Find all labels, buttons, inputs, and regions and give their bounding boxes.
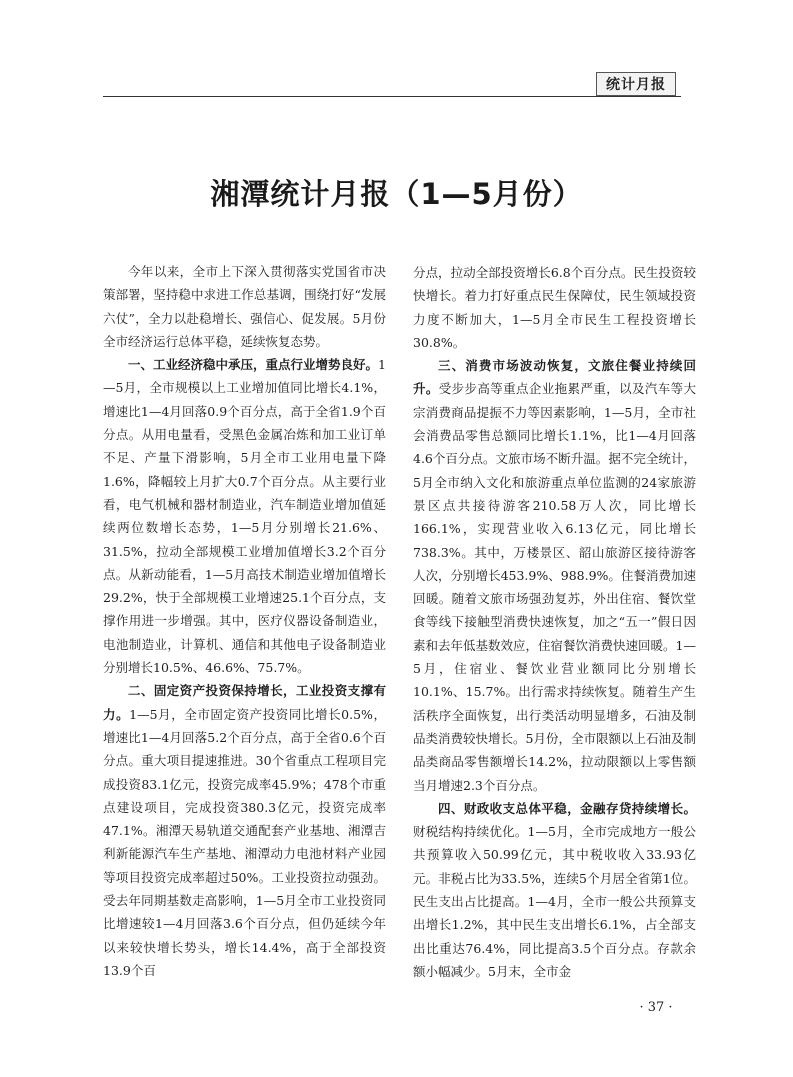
section-1-paragraph (103, 353, 386, 679)
page-number: · 37 · (639, 1000, 673, 1015)
section-4-paragraph (413, 797, 696, 983)
section-3-heading: 三、消费市场波动恢复，文旅住餐业持续回升。 (413, 358, 696, 397)
section-3-paragraph (413, 354, 696, 797)
section-4-heading: 四、财政收支总体平稳，金融存贷持续增长。 (438, 800, 696, 816)
section-1-heading: 一、工业经济稳中承压，重点行业增势良好。 (128, 357, 379, 373)
section-1-body: 1—5月，全市规模以上工业增加值同比增长4.1%，增速比1—4月回落0.9个百分点，高于全省1.9个百分点。从用电量看，受黑色金属冶炼和加工业订单不足、产量下滑影响，5月全市工业用电量下降1.6%，降幅较上月扩大0.7个百分点。从主要行业看，电气机械和器材制造业，汽车制造业增加值延续两位数增长态势，1—5月分别增长21.6%、31.5%，拉动全部规模工业增加值增长3.2个百分点。从新动能看，1—5月高技术制造业增加值增长29.2%，快于全部规模工业增速25.1个百分点，支撑作用进一步增强。其中，医疗仪器设备制造业，电池制造业，计算机、通信和其他电子设备制造业分别增长10.5%、46.6%、75.7%。 (103, 357, 386, 676)
right-column (413, 261, 696, 983)
section-3-body: 受步步高等重点企业拖累严重，以及汽车等大宗消费商品提振不力等因素影响，1—5月，全市社会消费品零售总额同比增长1.1%，比1—4月回落4.6个百分点。文旅市场不断升温。据不完全统计，5月全市纳入文化和旅游重点单位监测的24家旅游景区点共接待游客210.58万人次，同比增长166.1%，实现营业收入6.13亿元，同比增长738.3%。其中，万楼景区、韶山旅游区接待游客人次，分别增长453.9%、988.9%。住餐消费加速回暖。随着文旅市场强劲复苏，外出住宿、餐饮堂食等线下接触型消费快速恢复，加之“五一”假日因素和去年低基数效应，住宿餐饮消费快速回暖。1—5月，住宿业、餐饮业营业额同比分别增长10.1%、15.7%。出行需求持续恢复。随着生产生活秩序全面恢复，出行类活动明显增多，石油及制品类消费较快增长。5月份，全市限额以上石油及制品类商品零售额增长14.2%，拉动限额以上零售额当月增速2.3个百分点。 (413, 381, 696, 793)
section-2-paragraph (103, 679, 386, 982)
header-rule (103, 96, 681, 97)
intro-paragraph: 今年以来，全市上下深入贯彻落实党国省市决策部署，坚持稳中求进工作总基调，围绕打好“发展六仗”，全力以赴稳增长、强信心、促发展。5月份全市经济运行总体平稳，延续恢复态势。 (103, 264, 386, 349)
section-2-continuation: 分点，拉动全部投资增长6.8个百分点。民生投资较快增长。着力打好重点民生保障仗，民生领域投资力度不断加大，1—5月全市民生工程投资增长30.8%。 (413, 265, 696, 350)
article-title: 湘潭统计月报（1—5月份） (210, 177, 583, 211)
section-2-body: 1—5月，全市固定资产投资同比增长0.5%，增速比1—4月回落5.2个百分点，高于全省0.6个百分点。重大项目提速推进。30个省重点工程项目完成投资83.1亿元，投资完成率45.9%；478个市重点建设项目，完成投资380.3亿元，投资完成率47.1%。湘潭天易轨道交通配套产业基地、湘潭吉利新能源汽车生产基地、湘潭动力电池材料产业园等项目投资完成率超过50%。工业投资拉动强劲。受去年同期基数走高影响，1—5月全市工业投资同比增速较1—4月回落3.6个百分点，但仍延续今年以来较快增长势头，增长14.4%，高于全部投资13.9个百 (103, 706, 386, 978)
section-4-body: 财税结构持续优化。1—5月，全市完成地方一般公共预算收入50.99亿元，其中税收收入33.93亿元。非税占比为33.5%，连续5个月居全省第1位。民生支出占比提高。1—4月，全市一般公共预算支出增长1.2%，其中民生支出增长6.1%，占全部支出比重达76.4%，同比提高3.5个百分点。存款余额小幅减少。5月末，全市金 (413, 824, 696, 979)
section-2-heading: 二、固定资产投资保持增长，工业投资支撑有力。 (103, 683, 386, 722)
left-column (103, 260, 386, 982)
header-section-tag: 统计月报 (596, 72, 676, 96)
